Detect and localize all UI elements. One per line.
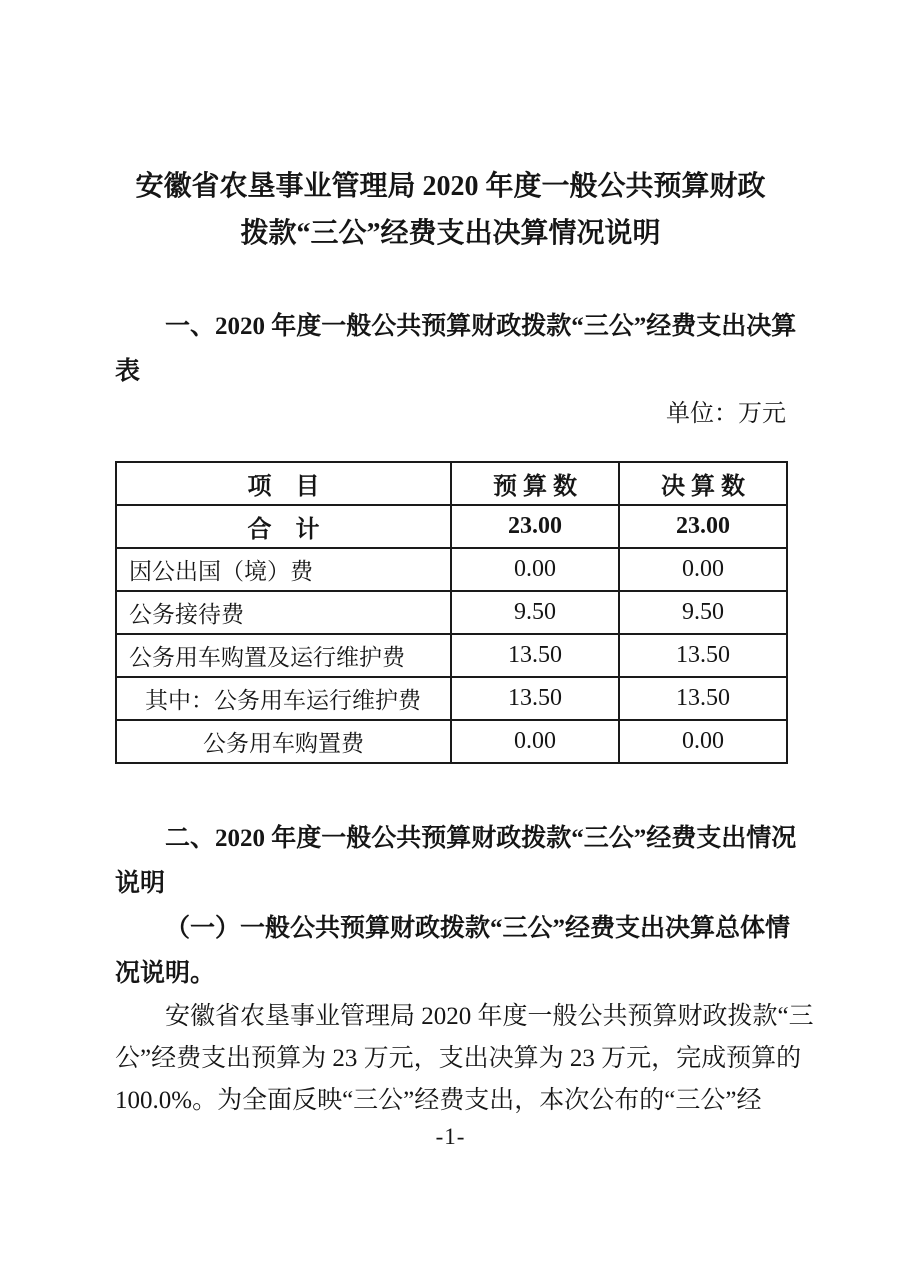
item-cell: 公务用车购置费: [116, 720, 451, 763]
table-row: [116, 505, 787, 548]
paragraph-line-3: 100.0%。为全面反映“三公”经费支出，本次公布的“三公”经: [115, 1087, 762, 1114]
final-cell: 0.00: [619, 548, 787, 591]
section2-heading-line-2: 说明: [115, 870, 166, 897]
budget-cell: 9.50: [451, 591, 619, 634]
table-row: [116, 591, 787, 634]
table-row: [116, 720, 787, 763]
section1-heading: [115, 304, 797, 394]
item-cell: 因公出国（境）费: [116, 548, 451, 591]
item-cell: 其中：公务用车运行维护费: [116, 677, 451, 720]
section2-heading-line-1: 二、2020 年度一般公共预算财政拨款“三公”经费支出情况: [165, 825, 797, 852]
item-cell: 公务接待费: [116, 591, 451, 634]
final-cell: 23.00: [619, 505, 787, 548]
table-header-row: [116, 462, 787, 505]
section1-heading-line-1: 一、2020 年度一般公共预算财政拨款“三公”经费支出决算: [165, 313, 797, 340]
header-budget: 预 算 数: [451, 462, 619, 505]
item-cell: 公务用车购置及运行维护费: [116, 634, 451, 677]
table-row: [116, 548, 787, 591]
document-title: [115, 0, 786, 257]
section2-heading: [115, 816, 797, 906]
body-paragraph: [115, 996, 814, 1122]
final-cell: 0.00: [619, 720, 787, 763]
unit-label: 单位：万元: [666, 401, 786, 427]
subsection1-heading: [115, 906, 791, 996]
budget-cell: 13.50: [451, 677, 619, 720]
title-line-2: 拨款“三公”经费支出决算情况说明: [240, 218, 661, 249]
budget-cell: 23.00: [451, 505, 619, 548]
subsection1-heading-line-2: 况说明。: [115, 960, 216, 987]
item-cell: 合 计: [116, 505, 451, 548]
table-row: [116, 634, 787, 677]
budget-cell: 0.00: [451, 548, 619, 591]
expense-table: [115, 461, 788, 764]
header-item: 项 目: [116, 462, 451, 505]
budget-cell: 13.50: [451, 634, 619, 677]
budget-cell: 0.00: [451, 720, 619, 763]
paragraph-line-1: 安徽省农垦事业管理局 2020 年度一般公共预算财政拨款“三: [165, 1003, 814, 1030]
title-line-1: 安徽省农垦事业管理局 2020 年度一般公共预算财政: [135, 171, 766, 202]
final-cell: 9.50: [619, 591, 787, 634]
page-number: -1-: [435, 1124, 466, 1149]
subsection1-heading-line-1: （一）一般公共预算财政拨款“三公”经费支出决算总体情: [165, 915, 791, 942]
final-cell: 13.50: [619, 634, 787, 677]
section1-heading-line-2: 表: [115, 358, 141, 385]
paragraph-line-2: 公”经费支出预算为 23 万元，支出决算为 23 万元，完成预算的: [115, 1045, 802, 1072]
table-row: [116, 677, 787, 720]
final-cell: 13.50: [619, 677, 787, 720]
header-final: 决 算 数: [619, 462, 787, 505]
